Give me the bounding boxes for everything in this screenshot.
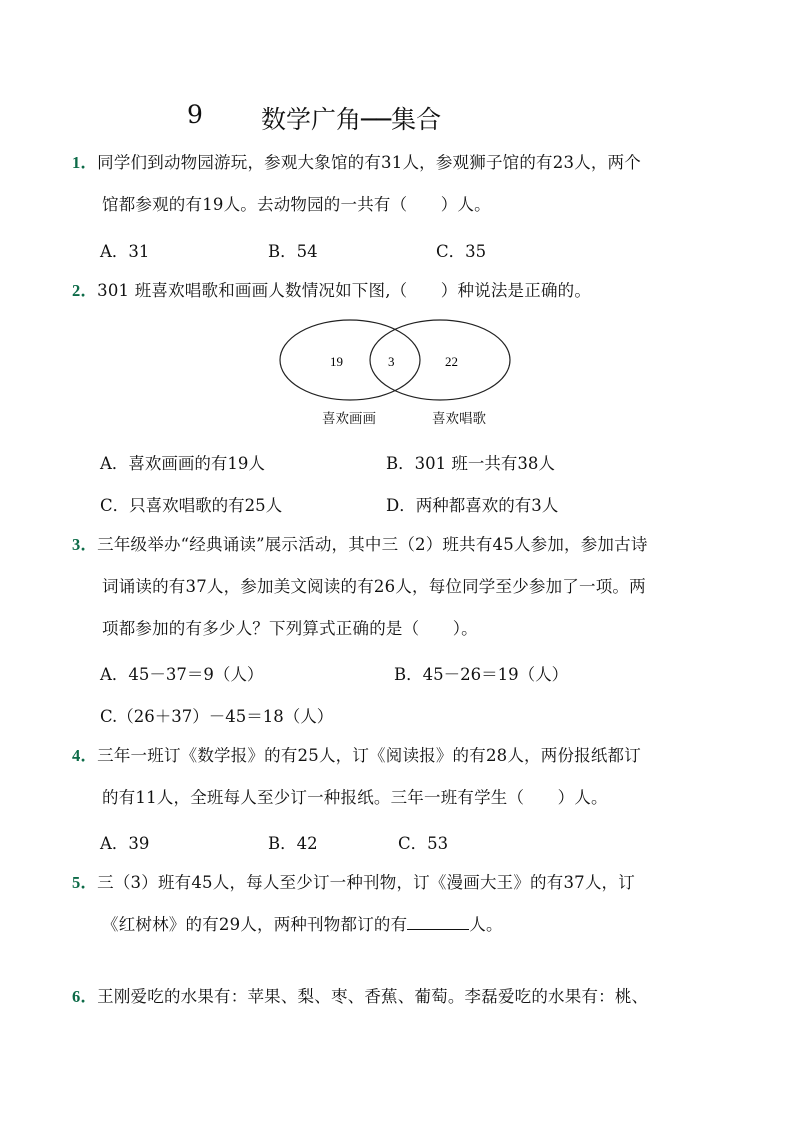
option-a: A．39 — [100, 834, 150, 853]
question-5 — [72, 862, 720, 946]
venn-left-value: 19 — [330, 354, 343, 369]
question-number: 2． — [72, 281, 98, 300]
option-c: C．35 — [436, 242, 487, 261]
venn-circle-drawing — [280, 320, 420, 400]
option-a: A．45－37＝9（人） — [100, 665, 264, 684]
option-c: C．53 — [398, 834, 449, 853]
question-number: 6． — [72, 987, 98, 1006]
question-text: 301 班喜欢唱歌和画画人数情况如下图,（ ）种说法是正确的。 — [97, 281, 592, 300]
venn-label-drawing: 喜欢画画 — [322, 411, 376, 427]
option-c: C．只喜欢唱歌的有25人 — [100, 496, 283, 515]
question-text: 项都参加的有多少人？下列算式正确的是（ ）。 — [102, 619, 478, 638]
option-d: D．两种都喜欢的有3人 — [386, 496, 559, 515]
question-text: 王刚爱吃的水果有：苹果、梨、枣、香蕉、葡萄。李磊爱吃的水果有：桃、 — [97, 987, 649, 1006]
chapter-number: 9 — [187, 100, 203, 129]
chapter-title: 数学广角──集合 — [261, 105, 442, 134]
option-b: B．42 — [268, 834, 318, 853]
question-text: 词诵读的有37人，参加美文阅读的有26人，每位同学至少参加了一项。两 — [102, 577, 646, 596]
question-4 — [72, 735, 720, 819]
option-b: B．54 — [268, 242, 318, 261]
question-text: 同学们到动物园游玩，参观大象馆的有31人，参观狮子馆的有23人，两个 — [97, 153, 641, 172]
venn-middle-value: 3 — [388, 354, 395, 369]
question-6 — [72, 976, 720, 1018]
venn-label-singing: 喜欢唱歌 — [432, 411, 486, 427]
question-text: 三年一班订《数学报》的有25人，订《阅读报》的有28人，两份报纸都订 — [97, 746, 641, 765]
question-number: 4． — [72, 746, 98, 765]
question-text: 的有11人，全班每人至少订一种报纸。三年一班有学生（ ）人。 — [102, 788, 608, 807]
question-text: 三年级举办“经典诵读”展示活动，其中三（2）班共有45人参加，参加古诗 — [97, 535, 648, 554]
venn-right-value: 22 — [445, 354, 458, 369]
option-a: A．31 — [100, 242, 150, 261]
question-text: 《红树林》的有29人，两种刊物都订的有 — [102, 915, 408, 934]
question-2 — [72, 270, 720, 312]
option-a: A．喜欢画画的有19人 — [100, 454, 265, 473]
question-text: 馆都参观的有19人。去动物园的一共有（ ）人。 — [102, 195, 491, 214]
question-1 — [72, 142, 720, 226]
question-text: 三（3）班有45人，每人至少订一种刊物，订《漫画大王》的有37人，订 — [97, 873, 635, 892]
question-number: 3． — [72, 535, 98, 554]
option-b: B．301 班一共有38人 — [386, 454, 555, 473]
question-number: 1． — [72, 153, 98, 172]
question-3 — [72, 524, 720, 650]
question-number: 5． — [72, 873, 98, 892]
answer-blank[interactable] — [407, 928, 469, 930]
option-c: C.（26＋37）－45＝18（人） — [100, 707, 334, 726]
question-text: 人。 — [469, 915, 503, 934]
option-b: B．45－26＝19（人） — [394, 665, 569, 684]
